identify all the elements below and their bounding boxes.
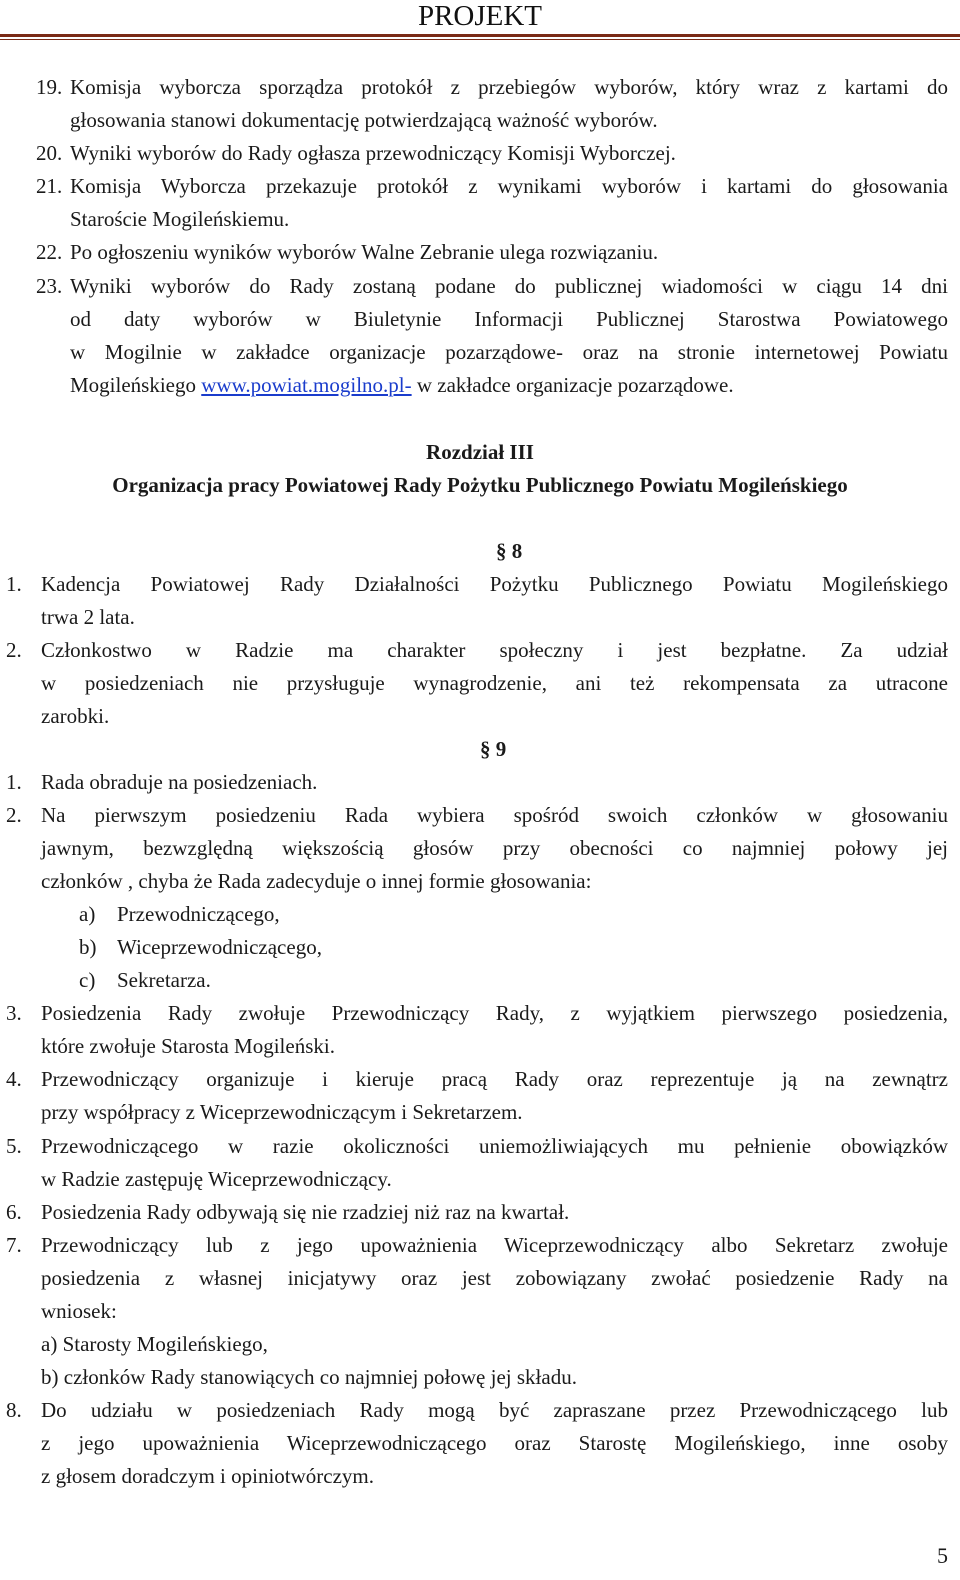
item-number: 5. — [6, 1134, 22, 1158]
item-text-line: z jego upoważnienia Wiceprzewodniczącego oraz Starostę Mogileńskiego, inne osoby — [41, 1431, 948, 1455]
item-text-line: jawnym, bezwzględną większością głosów przy obecności co najmniej połowy jej — [41, 836, 948, 860]
item-text-line: Po ogłoszeniu wyników wyborów Walne Zebranie ulega rozwiązaniu. — [70, 240, 659, 264]
item-text-line: Wyniki wyborów do Rady ogłasza przewodniczący Komisji Wyborczej. — [70, 141, 676, 165]
item-text-line: Przewodniczącego w razie okoliczności uniemożliwiających mu pełnienie obowiązków — [41, 1134, 948, 1158]
item-text-line: Rada obraduje na posiedzeniach. — [41, 770, 318, 794]
page-number: 5 — [937, 1543, 948, 1568]
item-text-line: członków , chyba że Rada zadecyduje o innej formie głosowania: — [41, 869, 592, 893]
item-number: 22. — [36, 240, 63, 264]
item-text-line: w posiedzeniach nie przysługuje wynagrodzenie, ani też rekompensata za utracone — [41, 671, 948, 695]
item-text-line: w Mogilnie w zakładce organizacje pozarządowe- oraz na stronie internetowej Powiatu — [70, 340, 948, 364]
item-number: 19. — [36, 75, 63, 99]
subitem-letter: c) — [79, 968, 96, 992]
website-link[interactable]: www.powiat.mogilno.pl- — [201, 373, 412, 397]
item-number: 2. — [6, 638, 22, 662]
item-text-line: Komisja Wyborcza przekazuje protokół z wynikami wyborów i kartami do głosowania — [70, 174, 948, 198]
item-text-line: Przewodniczący lub z jego upoważnienia Wiceprzewodniczący albo Sekretarz zwołuje — [41, 1233, 948, 1257]
item-text-line: wniosek: — [41, 1299, 117, 1323]
item-text-line: głosowania stanowi dokumentację potwierdzającą ważność wyborów. — [70, 108, 658, 132]
item-number: 20. — [36, 141, 63, 165]
item-text-line: w Radzie zastępuję Wiceprzewodniczący. — [41, 1167, 392, 1191]
item-number: 8. — [6, 1398, 22, 1422]
item-text-line: Na pierwszym posiedzeniu Rada wybiera spośród swoich członków w głosowaniu — [41, 803, 948, 827]
item-number: 21. — [36, 174, 63, 198]
item-text-line-with-link — [70, 369, 734, 402]
chapter-title: Rozdział III — [426, 440, 534, 464]
item-text-line: Komisja wyborcza sporządza protokół z przebiegów wyborów, który wraz z kartami do — [70, 75, 948, 99]
subitem-letter: b) — [79, 935, 97, 959]
item-number: 3. — [6, 1001, 22, 1025]
section-heading: § 9 — [480, 737, 507, 761]
item-text-line: od daty wyborów w Biuletynie Informacji Publicznej Starostwa Powiatowego — [70, 307, 948, 331]
item-text-line: zarobki. — [41, 704, 110, 728]
section-heading: § 8 — [496, 539, 523, 563]
item-text-line: Posiedzenia Rady odbywają się nie rzadziej niż raz na kwartał. — [41, 1200, 570, 1224]
item-text-line: przy współpracy z Wiceprzewodniczącym i Sekretarzem. — [41, 1100, 523, 1124]
item-number: 1. — [6, 770, 22, 794]
item-text-line: Członkostwo w Radzie ma charakter społeczny i jest bezpłatne. Za udział — [41, 638, 948, 662]
subitem-text: Przewodniczącego, — [117, 902, 280, 926]
item-text-line: posiedzenia z własnej inicjatywy oraz jest zobowiązany zwołać posiedzenie Rady na — [41, 1266, 948, 1290]
document-header-title: PROJEKT — [417, 0, 543, 32]
item-text-fragment: Mogileńskiego — [70, 373, 202, 397]
chapter-subtitle: Organizacja pracy Powiatowej Rady Pożytku Publicznego Powiatu Mogileńskiego — [112, 473, 848, 497]
item-text-fragment: w zakładce organizacje pozarządowe. — [411, 373, 734, 397]
item-text-line: Wyniki wyborów do Rady zostaną podane do publicznej wiadomości w ciągu 14 dni — [70, 274, 948, 298]
item-text-line: Do udziału w posiedzeniach Rady mogą być zapraszane przez Przewodniczącego lub — [41, 1398, 948, 1422]
item-text-line: Staroście Mogileńskiemu. — [70, 207, 290, 231]
header-divider — [0, 34, 960, 40]
item-number: 4. — [6, 1067, 22, 1091]
item-text-line: trwa 2 lata. — [41, 605, 135, 629]
item-text-line: Przewodniczący organizuje i kieruje pracą Rady oraz reprezentuje ją na zewnątrz — [41, 1067, 948, 1091]
item-text-line: a) Starosty Mogileńskiego, — [41, 1332, 268, 1356]
subitem-letter: a) — [79, 902, 96, 926]
item-text-line: b) członków Rady stanowiących co najmniej połowę jej składu. — [41, 1365, 577, 1389]
item-number: 1. — [6, 572, 22, 596]
subitem-text: Sekretarza. — [117, 968, 211, 992]
item-number: 23. — [36, 274, 63, 298]
item-number: 7. — [6, 1233, 22, 1257]
item-number: 2. — [6, 803, 22, 827]
item-text-line: z głosem doradczym i opiniotwórczym. — [41, 1464, 374, 1488]
item-number: 6. — [6, 1200, 22, 1224]
subitem-text: Wiceprzewodniczącego, — [117, 935, 322, 959]
item-text-line: które zwołuje Starosta Mogileński. — [41, 1034, 335, 1058]
item-text-line: Kadencja Powiatowej Rady Działalności Pożytku Publicznego Powiatu Mogileńskiego — [41, 572, 948, 596]
item-text-line: Posiedzenia Rady zwołuje Przewodniczący Rady, z wyjątkiem pierwszego posiedzenia, — [41, 1001, 948, 1025]
